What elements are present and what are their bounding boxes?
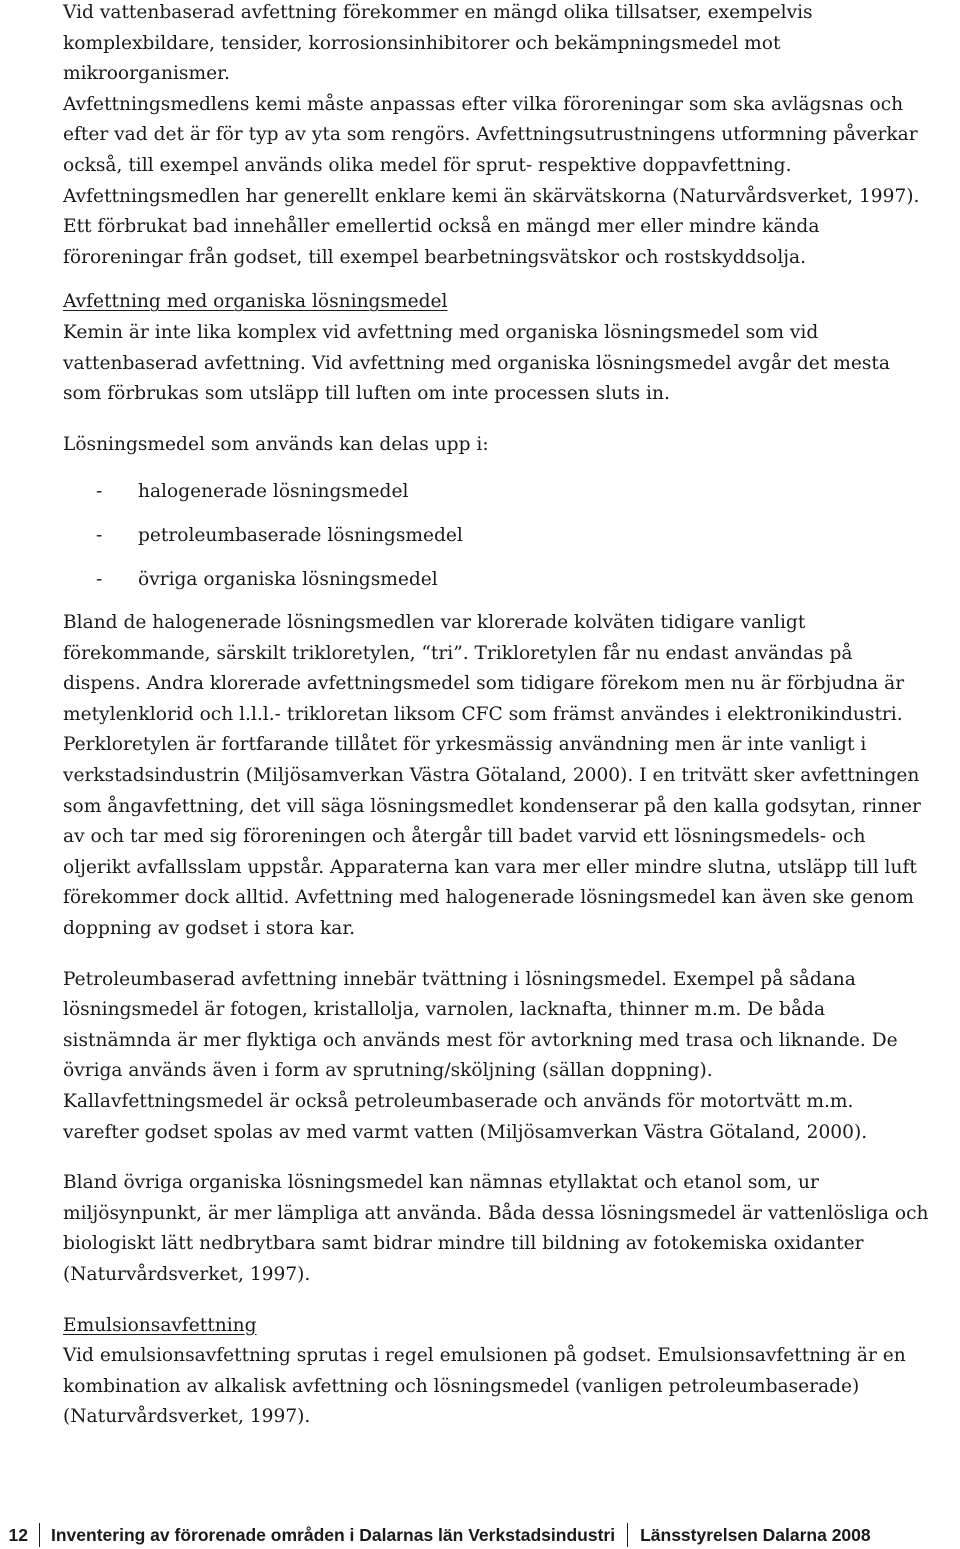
list-item bbox=[63, 477, 923, 508]
paragraph-organiska-kemi bbox=[63, 318, 923, 410]
text-line: övriga används även i form av sprutning/sköljning (sällan doppning). bbox=[63, 1060, 713, 1082]
footer-divider bbox=[627, 1523, 628, 1547]
section-heading-organiska-losningsmedel: Avfettning med organiska lösningsmedel bbox=[63, 291, 448, 313]
paragraph-petroleumbaserad bbox=[63, 965, 923, 1149]
list-dash: - bbox=[96, 524, 103, 546]
text-line: Vid emulsionsavfettning sprutas i regel emulsionen på godset. Emulsionsavfettning är en bbox=[63, 1345, 906, 1367]
text-line: varefter godset spolas av med varmt vatten (Miljösamverkan Västra Götaland, 2000). bbox=[63, 1121, 868, 1143]
text-line: (Naturvårdsverket, 1997). bbox=[63, 1263, 311, 1285]
text-line: dispens. Andra klorerade avfettningsmedel som tidigare förekom men nu är förbjudna är bbox=[63, 673, 905, 695]
text-line: av och tar med sig föroreningen och återgår till badet varvid ett lösningsmedels- och bbox=[63, 826, 866, 848]
list-item-text: halogenerade lösningsmedel bbox=[138, 481, 409, 503]
text-line: Avfettningsmedlen har generellt enklare kemi än skärvätskorna (Naturvårdsverket, 1997). bbox=[63, 185, 920, 207]
list-item-text: petroleumbaserade lösningsmedel bbox=[138, 524, 463, 546]
text-line: också, till exempel används olika medel för sprut- respektive doppavfettning. bbox=[63, 154, 792, 176]
paragraph-emulsion bbox=[63, 1341, 923, 1433]
text-line: förekommande, särskilt trikloretylen, “tri”. Trikloretylen får nu endast användas på bbox=[63, 642, 853, 664]
list-item bbox=[63, 565, 923, 596]
text-line: miljösynpunkt, är mer lämpliga att använda. Båda dessa lösningsmedel är vattenlösliga och bbox=[63, 1202, 929, 1224]
solvent-list bbox=[63, 477, 923, 595]
footer-title: Inventering av förorenade områden i Dalarnas län Verkstadsindustri bbox=[51, 1524, 616, 1545]
list-item-text: övriga organiska lösningsmedel bbox=[138, 568, 438, 590]
section-heading-emulsionsavfettning: Emulsionsavfettning bbox=[63, 1314, 257, 1336]
page-footer bbox=[0, 1521, 960, 1549]
text-line: doppning av godset i stora kar. bbox=[63, 918, 356, 940]
text-line: som ångavfettning, det vill säga lösningsmedlet kondenserar på den kalla godsytan, rinner bbox=[63, 795, 921, 817]
text-line: Vid vattenbaserad avfettning förekommer en mängd olika tillsatser, exempelvis bbox=[63, 2, 813, 23]
list-item bbox=[63, 521, 923, 552]
text-line: Avfettningsmedlens kemi måste anpassas efter vilka föroreningar som ska avlägsnas och bbox=[63, 93, 904, 115]
text-line: efter vad det är för typ av yta som rengörs. Avfettningsutrustningens utformning påverkar bbox=[63, 124, 918, 146]
list-dash: - bbox=[96, 568, 103, 590]
text-line: föroreningar från godset, till exempel bearbetningsvätskor och rostskyddsolja. bbox=[63, 246, 807, 268]
page-number: 12 bbox=[8, 1524, 28, 1545]
paragraph-ovriga-organiska bbox=[63, 1168, 929, 1290]
text-line: kombination av alkalisk avfettning och lösningsmedel (vanligen petroleumbaserade) bbox=[63, 1375, 860, 1397]
list-intro: Lösningsmedel som används kan delas upp i: bbox=[63, 433, 489, 455]
text-line: mikroorganismer. bbox=[63, 63, 230, 85]
text-line: verkstadsindustrin (Miljösamverkan Västra Götaland, 2000). I en tritvätt sker avfettningen bbox=[63, 765, 920, 787]
text-line: Bland övriga organiska lösningsmedel kan nämnas etyllaktat och etanol som, ur bbox=[63, 1172, 819, 1194]
text-line: sistnämnda är mer flyktiga och används mest för avtorkning med trasa och liknande. De bbox=[63, 1029, 898, 1051]
text-line: Bland de halogenerade lösningsmedlen var klorerade kolväten tidigare vanligt bbox=[63, 612, 806, 634]
paragraph-vattenbaserad-tillsatser bbox=[63, 0, 923, 90]
text-line: komplexbildare, tensider, korrosionsinhibitorer och bekämpningsmedel mot bbox=[63, 32, 781, 54]
paragraph-halogenerade bbox=[63, 608, 923, 945]
text-line: Kemin är inte lika komplex vid avfettning med organiska lösningsmedel som vid bbox=[63, 321, 819, 343]
footer-divider bbox=[39, 1523, 40, 1547]
text-line: metylenklorid och l.l.l.- trikloretan liksom CFC som främst användes i elektronikindustri. bbox=[63, 703, 903, 725]
text-line: förekommer dock alltid. Avfettning med halogenerade lösningsmedel kan även ske genom bbox=[63, 887, 914, 909]
text-line: biologiskt lätt nedbrytbara samt bidrar mindre till bildning av fotokemiska oxidanter bbox=[63, 1233, 864, 1255]
text-line: Ett förbrukat bad innehåller emellertid också en mängd mer eller mindre kända bbox=[63, 216, 820, 238]
text-line: Petroleumbaserad avfettning innebär tvättning i lösningsmedel. Exempel på sådana bbox=[63, 968, 856, 990]
text-line: som förbrukas som utsläpp till luften om inte processen sluts in. bbox=[63, 383, 670, 405]
footer-publisher: Länsstyrelsen Dalarna 2008 bbox=[640, 1524, 871, 1545]
paragraph-avfettningsmedlens-kemi bbox=[63, 90, 923, 274]
page-body bbox=[63, 0, 929, 1433]
text-line: oljerikt avfallsslam uppstår. Apparaterna kan vara mer eller mindre slutna, utsläpp till luft bbox=[63, 856, 917, 878]
text-line: lösningsmedel är fotogen, kristallolja, varnolen, lacknafta, thinner m.m. De båda bbox=[63, 999, 826, 1021]
text-line: vattenbaserad avfettning. Vid avfettning med organiska lösningsmedel avgår det mesta bbox=[63, 352, 890, 374]
text-line: (Naturvårdsverket, 1997). bbox=[63, 1406, 311, 1428]
list-dash: - bbox=[96, 481, 103, 503]
text-line: Perkloretylen är fortfarande tillåtet för yrkesmässig användning men är inte vanligt i bbox=[63, 734, 867, 756]
text-line: Kallavfettningsmedel är också petroleumbaserade och används för motortvätt m.m. bbox=[63, 1091, 854, 1112]
